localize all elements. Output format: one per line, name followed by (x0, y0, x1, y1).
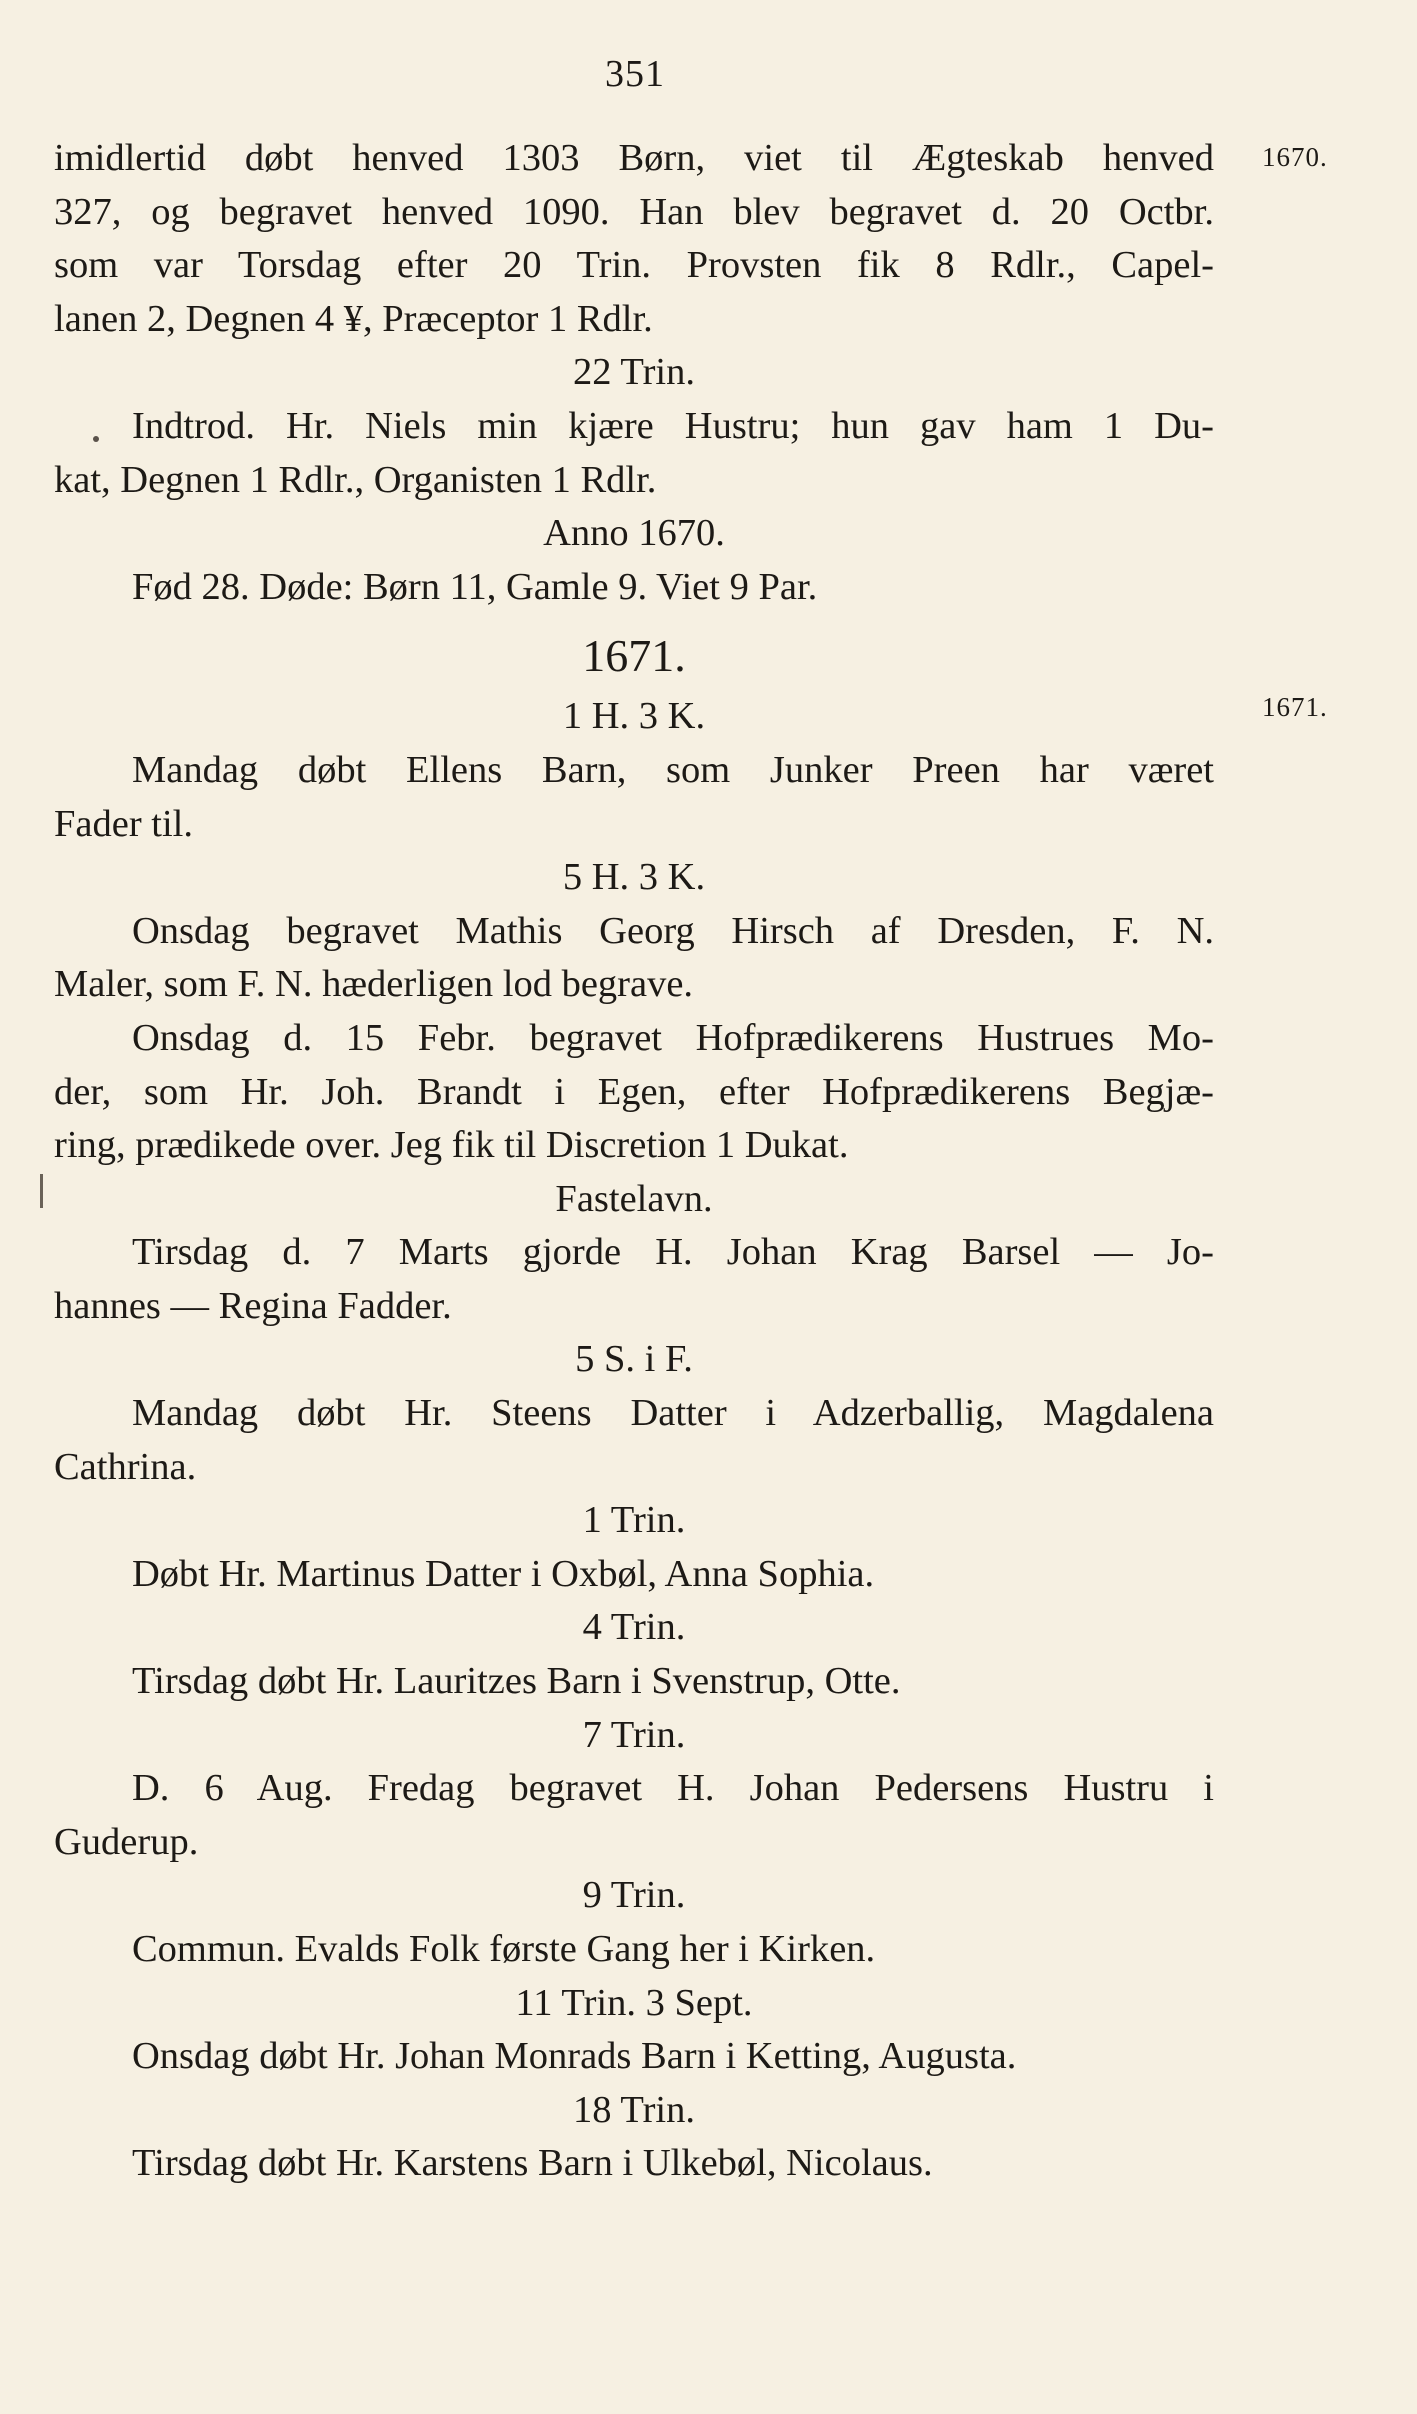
section-heading: 1 H. 3 K. (562, 695, 706, 738)
section-heading: 18 Trin. (573, 2088, 695, 2131)
text-line: der, som Hr. Joh. Brandt i Egen, efter Hofprædikerens Begjæ- (54, 1070, 1214, 1113)
text-line: Guderup. (54, 1820, 199, 1863)
text-line: Døbt Hr. Martinus Datter i Oxbøl, Anna Sophia. (132, 1552, 875, 1595)
section-heading: Anno 1670. (543, 512, 725, 555)
page-number: 351 (605, 53, 665, 95)
text-line: Fader til. (54, 802, 193, 845)
margin-year-1670: 1670. (1262, 142, 1328, 172)
text-line: Onsdag døbt Hr. Johan Monrads Barn i Ketting, Augusta. (132, 2035, 1017, 2078)
text-line: Mandag døbt Ellens Barn, som Junker Preen har været (132, 748, 1214, 791)
text-line: Maler, som F. N. hæderligen lod begrave. (54, 963, 694, 1006)
text-line: Fød 28. Døde: Børn 11, Gamle 9. Viet 9 Par. (132, 565, 818, 608)
section-heading: 9 Trin. (582, 1874, 686, 1917)
text-line: som var Torsdag efter 20 Trin. Provsten fik 8 Rdlr., Capel- (54, 244, 1214, 287)
text-line: lanen 2, Degnen 4 ¥, Præceptor 1 Rdlr. (54, 297, 653, 340)
page-body-text (54, 132, 1214, 2191)
section-heading: 4 Trin. (582, 1606, 686, 1649)
section-heading: 7 Trin. (582, 1713, 686, 1756)
text-line: hannes — Regina Fadder. (54, 1284, 452, 1327)
section-heading: 22 Trin. (573, 351, 695, 394)
section-heading: 5 S. i F. (575, 1338, 693, 1381)
text-line: imidlertid døbt henved 1303 Børn, viet til Ægteskab henved (54, 137, 1214, 179)
section-heading: 1 Trin. (582, 1499, 686, 1542)
text-line: Tirsdag døbt Hr. Lauritzes Barn i Svenstrup, Otte. (132, 1660, 901, 1703)
text-line: D. 6 Aug. Fredag begravet H. Johan Pedersens Hustru i (132, 1767, 1214, 1810)
margin-tick-mark (40, 1174, 43, 1208)
text-line: ring, prædikede over. Jeg fik til Discretion 1 Dukat. (54, 1124, 849, 1167)
section-heading: 11 Trin. 3 Sept. (515, 1981, 753, 2024)
text-line: Onsdag begravet Mathis Georg Hirsch af Dresden, F. N. (132, 909, 1214, 952)
text-line: Commun. Evalds Folk første Gang her i Kirken. (132, 1928, 876, 1970)
text-line: Mandag døbt Hr. Steens Datter i Adzerballig, Magdalena (132, 1392, 1214, 1435)
text-line: 327, og begravet henved 1090. Han blev begravet d. 20 Octbr. (54, 190, 1214, 233)
text-line: Tirsdag d. 7 Marts gjorde H. Johan Krag Barsel — Jo- (132, 1231, 1214, 1274)
section-heading: 5 H. 3 K. (562, 856, 706, 899)
text-line: kat, Degnen 1 Rdlr., Organisten 1 Rdlr. (54, 458, 657, 501)
text-line: Onsdag d. 15 Febr. begravet Hofprædikerens Hustrues Mo- (132, 1016, 1214, 1059)
margin-year-1671: 1671. (1262, 692, 1328, 722)
section-heading: Fastelavn. (555, 1177, 713, 1220)
text-line: Tirsdag døbt Hr. Karstens Barn i Ulkebøl, Nicolaus. (132, 2142, 933, 2185)
text-line: Indtrod. Hr. Niels min kjære Hustru; hun gav ham 1 Du- (132, 404, 1214, 447)
year-heading: 1671. (582, 630, 686, 682)
text-line: Cathrina. (54, 1445, 197, 1488)
